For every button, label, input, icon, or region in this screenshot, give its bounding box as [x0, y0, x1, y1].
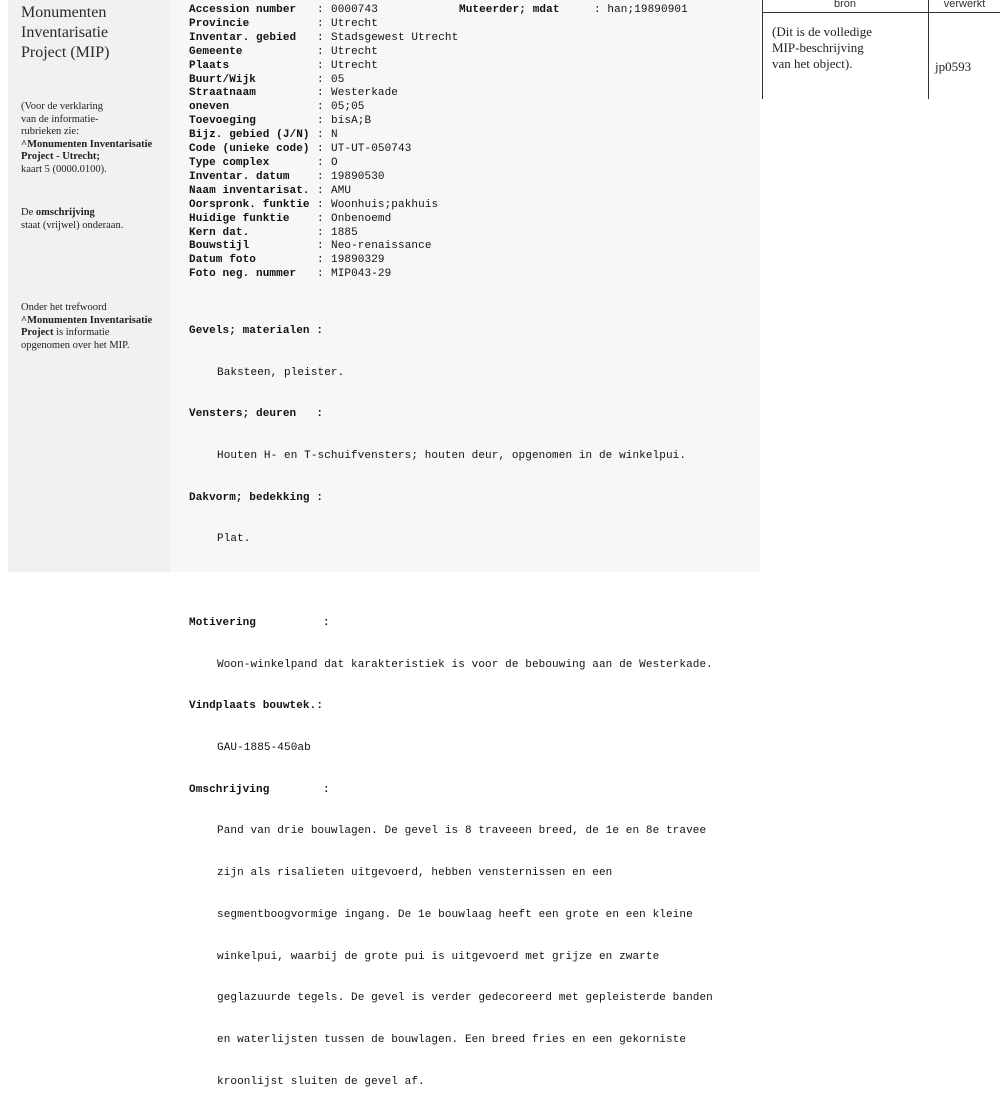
record-field-row — [189, 46, 458, 60]
field-separator: : — [317, 87, 324, 100]
record-field-row — [189, 227, 458, 241]
note-line: Onder het trefwoord — [21, 302, 107, 313]
field-key: Provincie — [189, 17, 250, 30]
field-separator: : — [317, 59, 324, 72]
record-field-row — [189, 101, 458, 115]
field-key: Gemeente — [189, 45, 243, 58]
field-key: Code (unieke code) — [189, 143, 310, 156]
vindplaats-text: GAU-1885-450ab — [217, 741, 311, 754]
record-document — [170, 0, 760, 1088]
field-value: Utrecht — [331, 45, 378, 58]
record-field-row — [189, 185, 458, 199]
sidebar — [8, 0, 170, 572]
sidebar-title-line: Project (MIP) — [21, 44, 110, 61]
field-value: Westerkade — [331, 87, 399, 100]
note-line: opgenomen over het MIP. — [21, 339, 130, 351]
field-separator: : — [317, 4, 324, 16]
note-line — [21, 327, 176, 340]
sidebar-note-trefwoord — [21, 302, 176, 352]
note-line: (Voor de verklaring — [21, 101, 104, 112]
omschrijving-line: geglazuurde tegels. De gevel is verder gedecoreerd met gepleisterde banden — [217, 992, 713, 1005]
field-key: Datum foto — [189, 254, 257, 267]
field-key: Bouwstijl — [189, 240, 250, 253]
field-separator: : — [317, 240, 324, 253]
field-key: Plaats — [189, 59, 230, 72]
field-value: 1885 — [331, 226, 358, 239]
bron-label: bron — [833, 0, 857, 10]
note-bold-line — [21, 151, 176, 164]
field-separator: : — [317, 143, 324, 156]
column-divider — [928, 0, 929, 99]
note-bold-text: Project — [21, 327, 54, 338]
vensters-heading: Vensters; deuren : — [189, 408, 324, 421]
muteerder-value: : han;19890901 — [594, 4, 688, 16]
field-value: Utrecht — [331, 59, 378, 72]
note-line — [21, 207, 176, 220]
record-field-row — [189, 129, 458, 143]
record-field-row — [189, 32, 458, 46]
omschrijving-line: segmentboogvormige ingang. De 1e bouwlaag heeft een grote en een kleine — [217, 908, 693, 921]
sidebar-title — [21, 3, 169, 63]
record-field-row — [189, 4, 458, 18]
omschrijving-line: winkelpui, waarbij de grote pui is uitgevoerd met grijze en zwarte — [217, 950, 660, 963]
field-value: 19890530 — [331, 170, 385, 183]
bron-text-line: MIP-beschrijving — [772, 40, 864, 55]
field-key: Inventar. gebied — [189, 31, 297, 44]
spacer — [189, 575, 759, 589]
record-field-row — [189, 74, 458, 88]
record-field-row — [189, 157, 458, 171]
record-field-row — [189, 60, 458, 74]
record-field-row — [189, 240, 458, 254]
record-field-row — [189, 87, 458, 101]
note-line: kaart 5 (0000.0100). — [21, 163, 107, 175]
note-bold-text: ^Monumenten Inventarisatie — [21, 314, 153, 326]
record-field-row — [189, 18, 458, 32]
omschrijving-heading: Omschrijving : — [189, 783, 330, 796]
field-separator: : — [317, 31, 324, 44]
header-divider — [762, 12, 1000, 13]
field-value: 05;05 — [331, 101, 365, 114]
field-value: Utrecht — [331, 17, 378, 30]
omschrijving-line: kroonlijst sluiten de gevel af. — [217, 1075, 425, 1088]
field-key: Buurt/Wijk — [189, 73, 257, 86]
omschrijving-line: en waterlijsten tussen de bouwlagen. Een breed fries en een gekorniste — [217, 1034, 687, 1047]
field-value: Stadsgewest Utrecht — [331, 31, 459, 44]
field-separator: : — [317, 198, 324, 211]
field-separator: : — [317, 254, 324, 267]
field-separator: : — [317, 226, 324, 239]
field-value: 0000743 — [331, 4, 378, 16]
field-value: Onbenoemd — [331, 212, 392, 225]
field-value: Neo-renaissance — [331, 240, 432, 253]
field-separator: : — [317, 184, 324, 197]
field-key: Kern dat. — [189, 226, 250, 239]
note-line: staat (vrijwel) onderaan. — [21, 219, 124, 231]
record-field-row — [189, 143, 458, 157]
dakvorm-heading: Dakvorm; bedekking : — [189, 491, 324, 504]
omschrijving-line: zijn als risalieten uitgevoerd, hebben vensternissen en een — [217, 867, 613, 880]
field-key: Naam inventarisat. — [189, 184, 310, 197]
record-field-row — [189, 254, 458, 268]
field-separator: : — [317, 115, 324, 128]
muteerder-label: Muteerder; mdat — [459, 4, 560, 16]
note-bold-text: ^Monumenten Inventarisatie — [21, 138, 153, 150]
sidebar-note-legend — [21, 101, 176, 176]
field-key: Straatnaam — [189, 87, 257, 100]
box-border — [762, 0, 763, 99]
note-bold-line — [21, 315, 176, 328]
note-line: rubrieken zie: — [21, 126, 80, 137]
field-value: MIP043-29 — [331, 268, 392, 281]
record-field-table — [189, 4, 458, 282]
field-value: AMU — [331, 184, 352, 197]
gevels-text: Baksteen, pleister. — [217, 366, 345, 379]
note-text: De — [21, 207, 36, 218]
vensters-text: Houten H- en T-schuifvensters; houten deur, opgenomen in de winkelpui. — [217, 449, 687, 462]
note-text: is informatie — [53, 327, 110, 338]
field-value: 19890329 — [331, 254, 385, 267]
field-separator: : — [317, 101, 324, 114]
field-separator: : — [317, 129, 324, 142]
field-key: Oorspronk. funktie — [189, 198, 310, 211]
verwerkt-code: jp0593 — [935, 59, 972, 74]
bron-text-line: van het object). — [772, 56, 853, 71]
motivering-text: Woon-winkelpand dat karakteristiek is voor de bebouwing aan de Westerkade. — [217, 658, 713, 671]
field-separator: : — [317, 268, 324, 281]
field-value: Woonhuis;pakhuis — [331, 198, 439, 211]
record-field-row — [189, 115, 458, 129]
sidebar-note-omschrijving — [21, 207, 176, 232]
field-key: Toevoeging — [189, 115, 257, 128]
note-bold-text: omschrijving — [35, 207, 95, 218]
motivering-heading: Motivering : — [189, 616, 330, 629]
field-key: oneven — [189, 101, 230, 114]
field-value: 05 — [331, 73, 345, 86]
field-separator: : — [317, 212, 324, 225]
field-separator: : — [317, 17, 324, 30]
field-value: UT-UT-050743 — [331, 143, 412, 156]
bron-box — [762, 0, 1000, 99]
gevels-heading: Gevels; materialen : — [189, 324, 324, 337]
verwerkt-label: verwerkt — [943, 0, 986, 10]
field-separator: : — [317, 170, 324, 183]
field-key: Bijz. gebied (J/N) — [189, 129, 310, 142]
note-bold-line — [21, 139, 176, 152]
field-value: N — [331, 129, 338, 142]
record-field-row — [189, 268, 458, 282]
field-key: Huidige funktie — [189, 212, 290, 225]
field-value: bisA;B — [331, 115, 372, 128]
description-block — [189, 297, 759, 1117]
field-key: Accession number — [189, 4, 297, 16]
record-field-row — [189, 199, 458, 213]
record-field-row — [189, 171, 458, 185]
field-separator: : — [317, 73, 324, 86]
field-key: Inventar. datum — [189, 170, 290, 183]
vindplaats-heading: Vindplaats bouwtek.: — [189, 700, 324, 713]
field-separator: : — [317, 45, 324, 58]
note-line: van de informatie- — [21, 113, 99, 125]
sidebar-title-line: Inventarisatie — [21, 24, 109, 41]
dakvorm-text: Plat. — [217, 533, 251, 546]
field-key: Type complex — [189, 156, 270, 169]
record-field-row — [189, 213, 458, 227]
sidebar-title-line: Monumenten — [21, 4, 107, 21]
field-separator: : — [317, 156, 324, 169]
bron-text-line: (Dit is de volledige — [772, 24, 873, 39]
note-bold-text: Project - Utrecht; — [21, 151, 100, 162]
field-value: O — [331, 156, 338, 169]
bron-text — [772, 24, 922, 72]
omschrijving-line: Pand van drie bouwlagen. De gevel is 8 traveeen breed, de 1e en 8e travee — [217, 825, 707, 838]
field-key: Foto neg. nummer — [189, 268, 297, 281]
